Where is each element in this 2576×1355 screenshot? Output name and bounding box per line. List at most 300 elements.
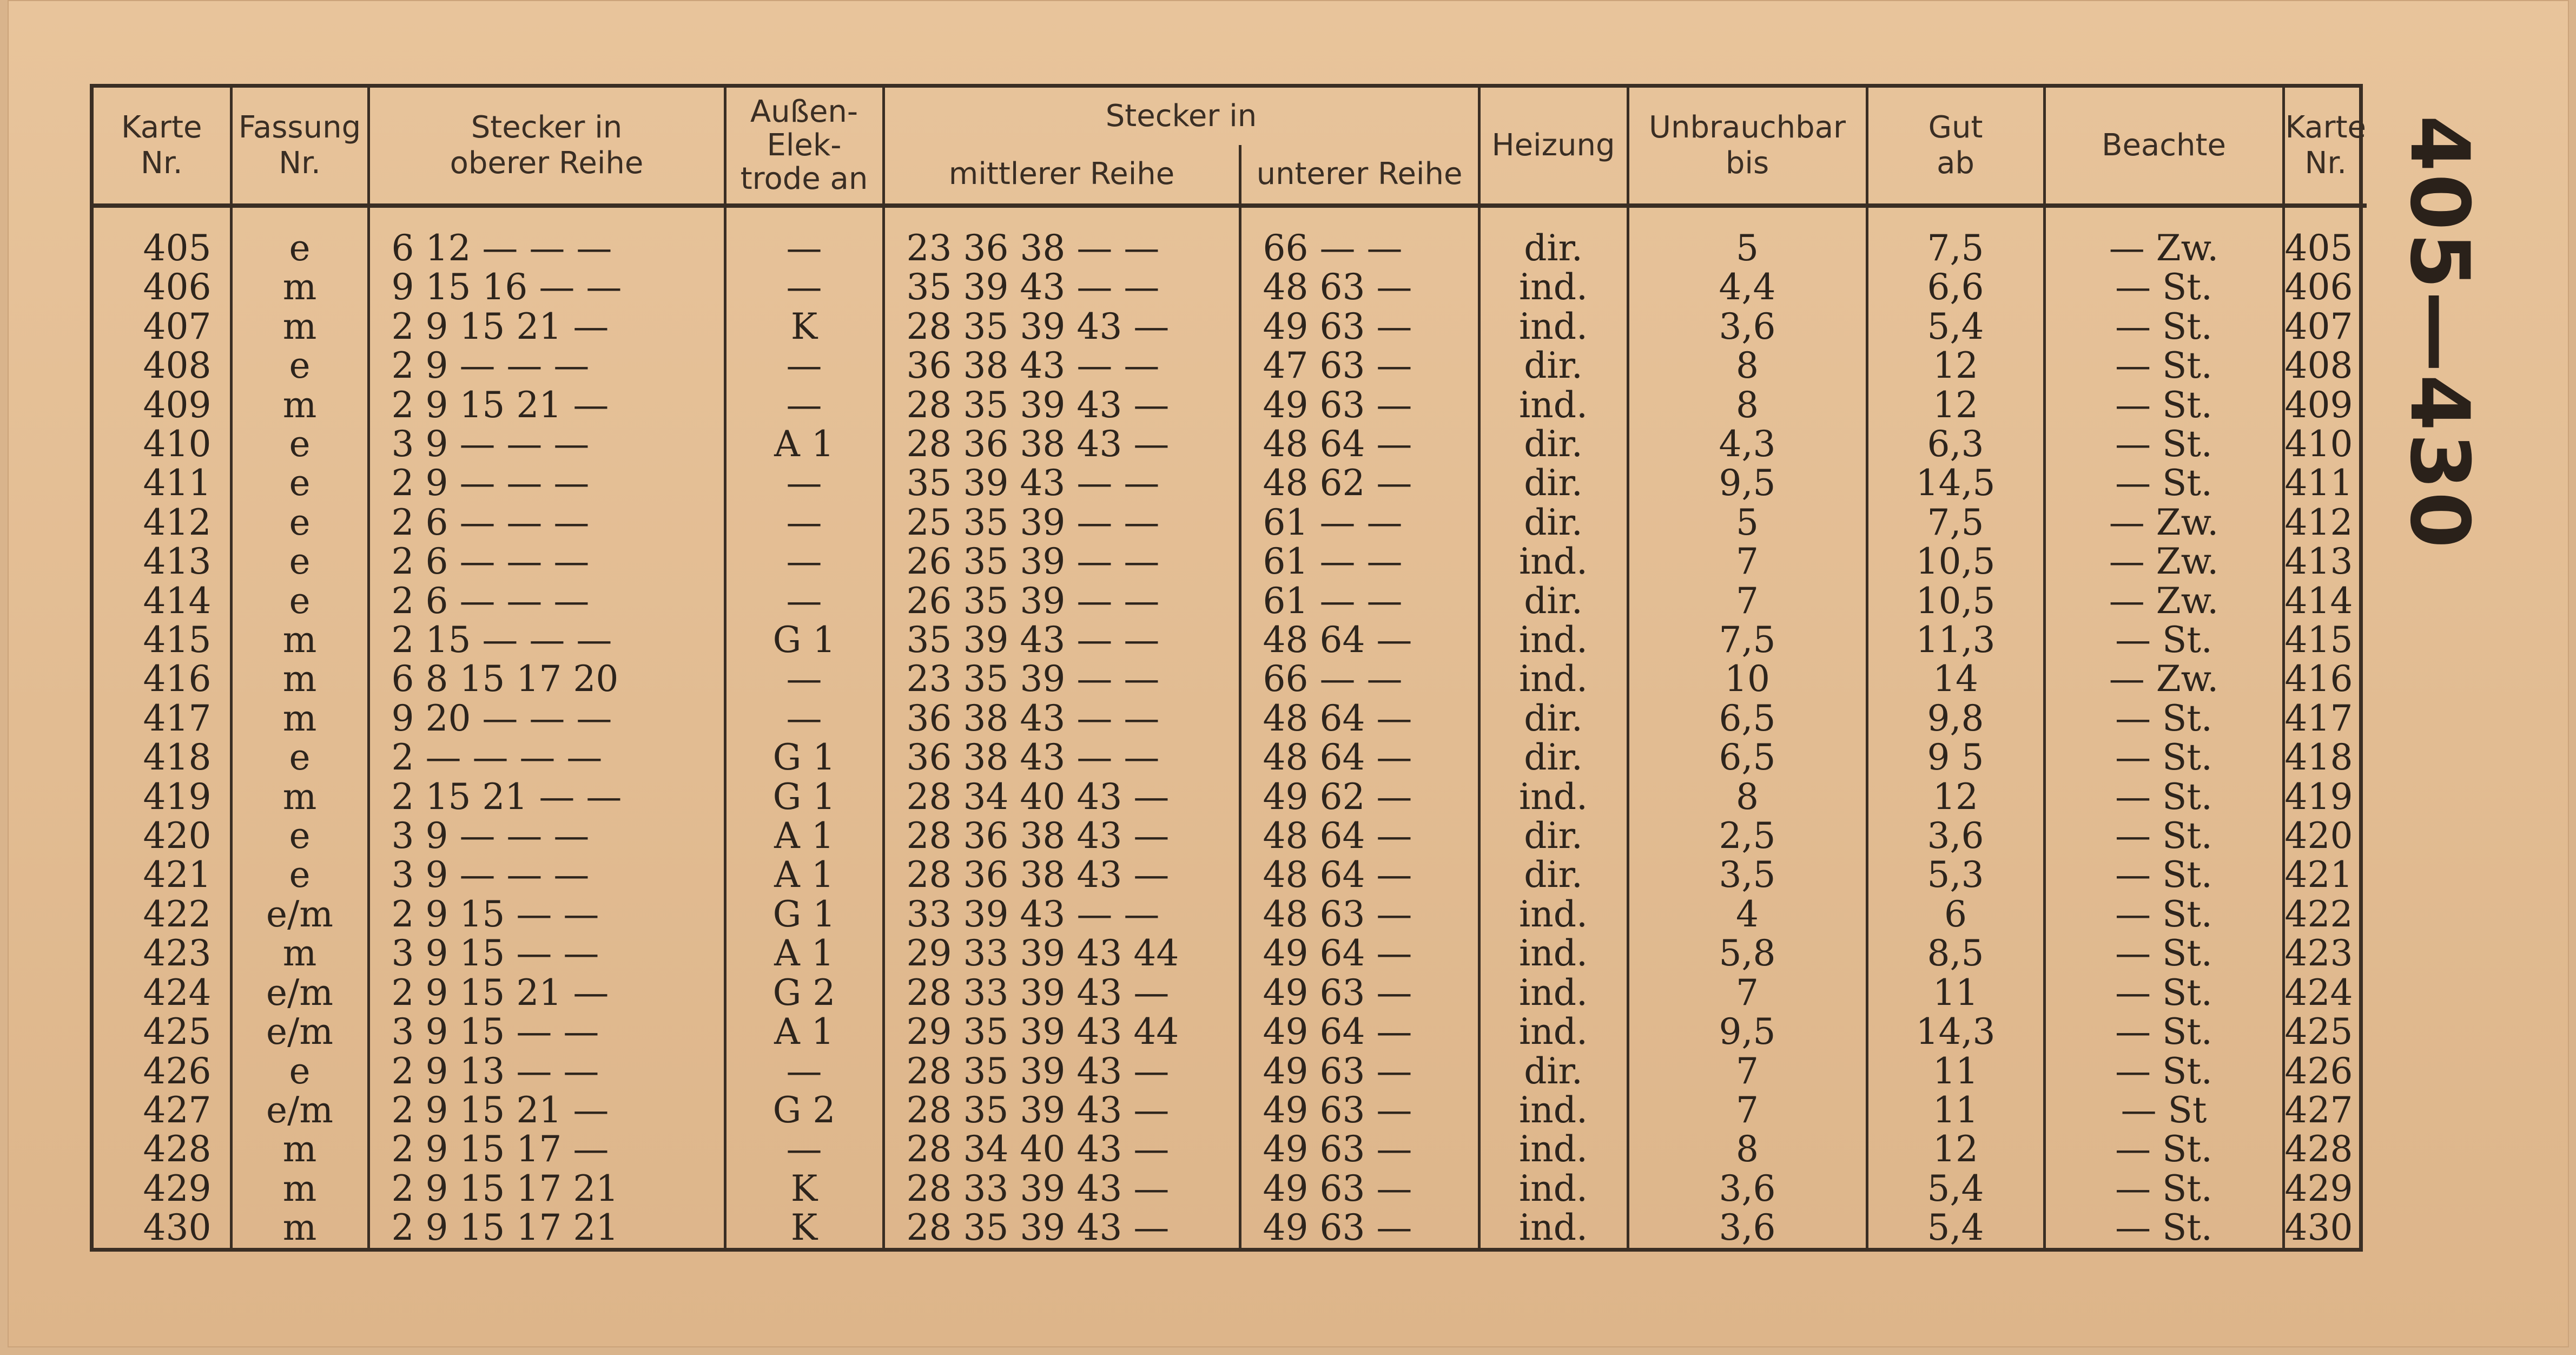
table-row bbox=[94, 895, 2367, 934]
cell-oben: 6 8 15 17 20 bbox=[368, 660, 725, 699]
cell-fassung: m bbox=[231, 934, 368, 973]
cell-oben: 2 9 15 17 — bbox=[368, 1130, 725, 1169]
cell-mitte: 35 39 43 — — bbox=[883, 621, 1240, 660]
cell-mitte: 29 35 39 43 44 bbox=[883, 1012, 1240, 1051]
cell-heizung: ind. bbox=[1479, 1130, 1628, 1169]
cell-oben: 2 9 13 — — bbox=[368, 1052, 725, 1091]
cell-aussen: — bbox=[725, 386, 883, 425]
cell-fassung: e bbox=[231, 464, 368, 503]
table-row bbox=[94, 1091, 2367, 1130]
cell-gut: 7,5 bbox=[1867, 503, 2044, 542]
cell-unten: 48 63 — bbox=[1240, 268, 1479, 307]
cell-heizung: dir. bbox=[1479, 425, 1628, 464]
cell-mitte: 26 35 39 — — bbox=[883, 582, 1240, 621]
cell-unten: 49 63 — bbox=[1240, 307, 1479, 346]
cell-oben: 2 9 15 17 21 bbox=[368, 1169, 725, 1208]
cell-mitte: 28 35 39 43 — bbox=[883, 386, 1240, 425]
cell-heizung: dir. bbox=[1479, 503, 1628, 542]
cell-aussen: A 1 bbox=[725, 1012, 883, 1051]
table-row bbox=[94, 464, 2367, 503]
cell-oben: 2 9 15 21 — bbox=[368, 1091, 725, 1130]
cell-karte: 423 bbox=[94, 934, 231, 973]
cell-heizung: ind. bbox=[1479, 974, 1628, 1012]
cell-heizung: ind. bbox=[1479, 778, 1628, 817]
cell-mitte: 29 33 39 43 44 bbox=[883, 934, 1240, 973]
cell-heizung: ind. bbox=[1479, 1208, 1628, 1248]
cell-karte2: 411 bbox=[2284, 462, 2353, 504]
cell-aussen: A 1 bbox=[725, 934, 883, 973]
cell-fassung: e/m bbox=[231, 1091, 368, 1130]
cell-karte2: 423 bbox=[2284, 932, 2353, 975]
cell-unbrauchbar: 5 bbox=[1628, 503, 1867, 542]
cell-fassung: e bbox=[231, 1052, 368, 1091]
cell-beachte: — St. bbox=[2044, 425, 2283, 464]
cell-unbrauchbar: 7,5 bbox=[1628, 621, 1867, 660]
cell-aussen: G 2 bbox=[725, 1091, 883, 1130]
cell-karte2: 421 bbox=[2284, 854, 2353, 896]
cell-unbrauchbar: 2,5 bbox=[1628, 817, 1867, 856]
cell-mitte: 36 38 43 — — bbox=[883, 346, 1240, 385]
cell-heizung: ind. bbox=[1479, 660, 1628, 699]
cell-unbrauchbar: 3,5 bbox=[1628, 856, 1867, 895]
cell-oben: 2 9 15 17 21 bbox=[368, 1208, 725, 1248]
table-row bbox=[94, 817, 2367, 856]
cell-unten: 48 64 — bbox=[1240, 738, 1479, 777]
cell-karte: 415 bbox=[94, 621, 231, 660]
cell-aussen: — bbox=[725, 346, 883, 385]
cell-beachte: — St. bbox=[2044, 895, 2283, 934]
cell-beachte: — St. bbox=[2044, 1012, 2283, 1051]
cell-karte: 417 bbox=[94, 699, 231, 738]
cell-mitte: 28 34 40 43 — bbox=[883, 778, 1240, 817]
cell-karte2: 424 bbox=[2284, 971, 2353, 1014]
header-aussen-elektrode: Außen- Elek- trode an bbox=[725, 88, 883, 206]
cell-beachte: — St. bbox=[2044, 346, 2283, 385]
cell-unbrauchbar: 8 bbox=[1628, 346, 1867, 385]
cell-oben: 9 15 16 — — bbox=[368, 268, 725, 307]
cell-aussen: — bbox=[725, 229, 883, 268]
cell-oben: 2 6 — — — bbox=[368, 503, 725, 542]
cell-oben: 6 12 — — — bbox=[368, 229, 725, 268]
cell-karte: 425 bbox=[94, 1012, 231, 1051]
cell-heizung: ind. bbox=[1479, 1091, 1628, 1130]
cell-unten: 49 64 — bbox=[1240, 934, 1479, 973]
cell-karte: 419 bbox=[94, 778, 231, 817]
cell-unten: 49 63 — bbox=[1240, 1130, 1479, 1169]
cell-heizung: ind. bbox=[1479, 542, 1628, 581]
cell-unbrauchbar: 8 bbox=[1628, 778, 1867, 817]
cell-karte: 420 bbox=[94, 817, 231, 856]
cell-gut: 12 bbox=[1867, 778, 2044, 817]
table-row bbox=[94, 778, 2367, 817]
cell-beachte: — St. bbox=[2044, 778, 2283, 817]
table-row bbox=[94, 856, 2367, 895]
cell-heizung: ind. bbox=[1479, 895, 1628, 934]
cell-gut: 9 5 bbox=[1867, 738, 2044, 777]
cell-fassung: e bbox=[231, 503, 368, 542]
cell-karte2: 412 bbox=[2284, 501, 2353, 543]
cell-oben: 2 9 15 21 — bbox=[368, 386, 725, 425]
cell-gut: 10,5 bbox=[1867, 582, 2044, 621]
header-untere-reihe: unterer Reihe bbox=[1240, 145, 1479, 206]
cell-aussen: — bbox=[725, 1052, 883, 1091]
header-mittlere-reihe: mittlerer Reihe bbox=[883, 145, 1240, 206]
cell-unbrauchbar: 4,4 bbox=[1628, 268, 1867, 307]
table-row bbox=[94, 934, 2367, 973]
cell-gut: 14,5 bbox=[1867, 464, 2044, 503]
cell-mitte: 33 39 43 — — bbox=[883, 895, 1240, 934]
cell-fassung: m bbox=[231, 307, 368, 346]
cell-unten: 61 — — bbox=[1240, 582, 1479, 621]
cell-beachte: — Zw. bbox=[2044, 542, 2283, 581]
cell-mitte: 36 38 43 — — bbox=[883, 738, 1240, 777]
cell-gut: 6 bbox=[1867, 895, 2044, 934]
cell-aussen: — bbox=[725, 503, 883, 542]
cell-karte2: 419 bbox=[2284, 775, 2353, 818]
cell-mitte: 26 35 39 — — bbox=[883, 542, 1240, 581]
side-range-label bbox=[2392, 115, 2486, 551]
cell-mitte: 28 35 39 43 — bbox=[883, 307, 1240, 346]
cell-aussen: G 1 bbox=[725, 778, 883, 817]
cell-aussen: K bbox=[725, 1169, 883, 1208]
cell-gut: 5,3 bbox=[1867, 856, 2044, 895]
cell-aussen: — bbox=[725, 1130, 883, 1169]
cell-gut: 5,4 bbox=[1867, 307, 2044, 346]
header-karte: Karte Nr. bbox=[94, 88, 231, 206]
cell-mitte: 25 35 39 — — bbox=[883, 503, 1240, 542]
cell-oben: 2 9 15 — — bbox=[368, 895, 725, 934]
table-row bbox=[94, 1130, 2367, 1169]
cell-oben: 3 9 — — — bbox=[368, 856, 725, 895]
cell-mitte: 35 39 43 — — bbox=[883, 268, 1240, 307]
cell-unbrauchbar: 5 bbox=[1628, 229, 1867, 268]
table-row bbox=[94, 307, 2367, 346]
cell-unbrauchbar: 7 bbox=[1628, 1091, 1867, 1130]
cell-oben: 2 9 15 21 — bbox=[368, 974, 725, 1012]
cell-beachte: — Zw. bbox=[2044, 229, 2283, 268]
cell-karte2: 418 bbox=[2284, 736, 2353, 779]
cell-unten: 47 63 — bbox=[1240, 346, 1479, 385]
cell-karte2: 428 bbox=[2284, 1128, 2353, 1170]
cell-unten: 49 63 — bbox=[1240, 386, 1479, 425]
cell-beachte: — St. bbox=[2044, 1130, 2283, 1169]
cell-karte2: 406 bbox=[2284, 266, 2353, 308]
cell-mitte: 35 39 43 — — bbox=[883, 464, 1240, 503]
table-row bbox=[94, 621, 2367, 660]
cell-aussen: A 1 bbox=[725, 856, 883, 895]
cell-unbrauchbar: 3,6 bbox=[1628, 1208, 1867, 1248]
cell-gut: 9,8 bbox=[1867, 699, 2044, 738]
cell-gut: 14,3 bbox=[1867, 1012, 2044, 1051]
tube-data-card bbox=[8, 0, 2569, 1347]
table-row bbox=[94, 503, 2367, 542]
table-body bbox=[94, 206, 2367, 1248]
cell-unten: 48 64 — bbox=[1240, 817, 1479, 856]
header-stecker-oben: Stecker in oberer Reihe bbox=[368, 88, 725, 206]
cell-unten: 49 63 — bbox=[1240, 1091, 1479, 1130]
cell-gut: 6,3 bbox=[1867, 425, 2044, 464]
cell-mitte: 28 35 39 43 — bbox=[883, 1052, 1240, 1091]
cell-unten: 49 64 — bbox=[1240, 1012, 1479, 1051]
cell-gut: 12 bbox=[1867, 1130, 2044, 1169]
cell-unten: 48 63 — bbox=[1240, 895, 1479, 934]
cell-karte: 418 bbox=[94, 738, 231, 777]
cell-gut: 7,5 bbox=[1867, 229, 2044, 268]
cell-heizung: dir. bbox=[1479, 346, 1628, 385]
cell-fassung: m bbox=[231, 778, 368, 817]
table-row bbox=[94, 346, 2367, 385]
cell-beachte: — St. bbox=[2044, 738, 2283, 777]
cell-beachte: — St. bbox=[2044, 856, 2283, 895]
cell-karte2: 416 bbox=[2284, 658, 2353, 700]
cell-karte2: 405 bbox=[2284, 227, 2353, 269]
cell-karte2: 420 bbox=[2284, 815, 2353, 857]
cell-karte: 413 bbox=[94, 542, 231, 581]
cell-unten: 61 — — bbox=[1240, 503, 1479, 542]
cell-beachte: — St bbox=[2044, 1091, 2283, 1130]
cell-unten: 66 — — bbox=[1240, 660, 1479, 699]
cell-karte2: 409 bbox=[2284, 384, 2353, 426]
table-row bbox=[94, 425, 2367, 464]
cell-oben: 2 — — — — bbox=[368, 738, 725, 777]
cell-gut: 14 bbox=[1867, 660, 2044, 699]
cell-aussen: K bbox=[725, 1208, 883, 1248]
cell-gut: 12 bbox=[1867, 386, 2044, 425]
cell-mitte: 28 36 38 43 — bbox=[883, 856, 1240, 895]
cell-gut: 10,5 bbox=[1867, 542, 2044, 581]
cell-gut: 5,4 bbox=[1867, 1169, 2044, 1208]
table-row bbox=[94, 974, 2367, 1012]
cell-unten: 66 — — bbox=[1240, 229, 1479, 268]
cell-heizung: ind. bbox=[1479, 621, 1628, 660]
cell-karte2: 422 bbox=[2284, 893, 2353, 935]
cell-fassung: e bbox=[231, 817, 368, 856]
cell-beachte: — St. bbox=[2044, 934, 2283, 973]
cell-aussen: G 1 bbox=[725, 738, 883, 777]
header-unbrauchbar: Unbrauchbar bis bbox=[1628, 88, 1867, 206]
cell-beachte: — St. bbox=[2044, 621, 2283, 660]
cell-mitte: 23 35 39 — — bbox=[883, 660, 1240, 699]
cell-oben: 9 20 — — — bbox=[368, 699, 725, 738]
table-row bbox=[94, 1208, 2367, 1248]
cell-unbrauchbar: 10 bbox=[1628, 660, 1867, 699]
cell-karte2: 414 bbox=[2284, 580, 2353, 622]
cell-karte: 422 bbox=[94, 895, 231, 934]
cell-aussen: G 1 bbox=[725, 621, 883, 660]
cell-karte: 405 bbox=[94, 229, 231, 268]
cell-unbrauchbar: 6,5 bbox=[1628, 699, 1867, 738]
cell-oben: 2 15 21 — — bbox=[368, 778, 725, 817]
cell-aussen: A 1 bbox=[725, 817, 883, 856]
header-fassung: Fassung Nr. bbox=[231, 88, 368, 206]
cell-oben: 3 9 15 — — bbox=[368, 1012, 725, 1051]
cell-fassung: m bbox=[231, 621, 368, 660]
cell-heizung: dir. bbox=[1479, 738, 1628, 777]
cell-fassung: e bbox=[231, 856, 368, 895]
cell-unbrauchbar: 8 bbox=[1628, 1130, 1867, 1169]
cell-beachte: — St. bbox=[2044, 1052, 2283, 1091]
cell-unten: 48 64 — bbox=[1240, 699, 1479, 738]
cell-mitte: 28 36 38 43 — bbox=[883, 817, 1240, 856]
cell-karte2: 429 bbox=[2284, 1167, 2353, 1209]
cell-karte2: 427 bbox=[2284, 1089, 2353, 1131]
cell-gut: 11 bbox=[1867, 1052, 2044, 1091]
cell-unten: 61 — — bbox=[1240, 542, 1479, 581]
cell-unbrauchbar: 7 bbox=[1628, 1052, 1867, 1091]
cell-unten: 48 62 — bbox=[1240, 464, 1479, 503]
cell-unbrauchbar: 6,5 bbox=[1628, 738, 1867, 777]
cell-gut: 6,6 bbox=[1867, 268, 2044, 307]
cell-karte: 412 bbox=[94, 503, 231, 542]
cell-gut: 11 bbox=[1867, 974, 2044, 1012]
cell-fassung: e bbox=[231, 582, 368, 621]
cell-mitte: 28 34 40 43 — bbox=[883, 1130, 1240, 1169]
cell-oben: 2 9 15 21 — bbox=[368, 307, 725, 346]
cell-karte: 410 bbox=[94, 425, 231, 464]
cell-gut: 8,5 bbox=[1867, 934, 2044, 973]
cell-oben: 2 9 — — — bbox=[368, 346, 725, 385]
cell-fassung: e/m bbox=[231, 895, 368, 934]
cell-karte: 430 bbox=[94, 1208, 231, 1248]
cell-unbrauchbar: 3,6 bbox=[1628, 1169, 1867, 1208]
cell-unbrauchbar: 8 bbox=[1628, 386, 1867, 425]
cell-fassung: e bbox=[231, 229, 368, 268]
cell-karte: 421 bbox=[94, 856, 231, 895]
cell-karte: 406 bbox=[94, 268, 231, 307]
cell-fassung: m bbox=[231, 699, 368, 738]
cell-karte: 424 bbox=[94, 974, 231, 1012]
cell-oben: 3 9 — — — bbox=[368, 817, 725, 856]
cell-heizung: dir. bbox=[1479, 856, 1628, 895]
table-row bbox=[94, 542, 2367, 581]
cell-beachte: — St. bbox=[2044, 386, 2283, 425]
table-row bbox=[94, 699, 2367, 738]
cell-mitte: 28 33 39 43 — bbox=[883, 1169, 1240, 1208]
cell-beachte: — St. bbox=[2044, 268, 2283, 307]
cell-heizung: dir. bbox=[1479, 817, 1628, 856]
cell-heizung: ind. bbox=[1479, 386, 1628, 425]
side-range-text: 405—430 bbox=[2392, 115, 2486, 551]
header-karte-right: Karte Nr. bbox=[2283, 88, 2367, 206]
cell-oben: 2 15 — — — bbox=[368, 621, 725, 660]
cell-beachte: — Zw. bbox=[2044, 582, 2283, 621]
cell-fassung: e/m bbox=[231, 1012, 368, 1051]
cell-karte: 429 bbox=[94, 1169, 231, 1208]
cell-aussen: — bbox=[725, 660, 883, 699]
table-row bbox=[94, 229, 2367, 268]
cell-unten: 48 64 — bbox=[1240, 856, 1479, 895]
cell-heizung: dir. bbox=[1479, 229, 1628, 268]
cell-beachte: — St. bbox=[2044, 1208, 2283, 1248]
cell-unbrauchbar: 7 bbox=[1628, 974, 1867, 1012]
cell-mitte: 28 33 39 43 — bbox=[883, 974, 1240, 1012]
cell-gut: 11,3 bbox=[1867, 621, 2044, 660]
cell-beachte: — St. bbox=[2044, 1169, 2283, 1208]
cell-oben: 2 6 — — — bbox=[368, 542, 725, 581]
cell-aussen: — bbox=[725, 464, 883, 503]
cell-beachte: — St. bbox=[2044, 464, 2283, 503]
cell-fassung: e bbox=[231, 346, 368, 385]
cell-heizung: ind. bbox=[1479, 1169, 1628, 1208]
cell-unten: 48 64 — bbox=[1240, 621, 1479, 660]
cell-fassung: m bbox=[231, 268, 368, 307]
cell-unten: 49 62 — bbox=[1240, 778, 1479, 817]
header-gut: Gut ab bbox=[1867, 88, 2044, 206]
cell-gut: 12 bbox=[1867, 346, 2044, 385]
cell-karte: 427 bbox=[94, 1091, 231, 1130]
cell-unbrauchbar: 9,5 bbox=[1628, 1012, 1867, 1051]
cell-fassung: m bbox=[231, 1169, 368, 1208]
cell-aussen: K bbox=[725, 307, 883, 346]
cell-beachte: — St. bbox=[2044, 307, 2283, 346]
cell-karte: 408 bbox=[94, 346, 231, 385]
cell-karte: 428 bbox=[94, 1130, 231, 1169]
cell-karte: 409 bbox=[94, 386, 231, 425]
table-row bbox=[94, 738, 2367, 777]
cell-gut: 3,6 bbox=[1867, 817, 2044, 856]
cell-aussen: G 1 bbox=[725, 895, 883, 934]
cell-fassung: m bbox=[231, 1130, 368, 1169]
cell-unten: 48 64 — bbox=[1240, 425, 1479, 464]
cell-aussen: — bbox=[725, 582, 883, 621]
cell-unten: 49 63 — bbox=[1240, 1169, 1479, 1208]
header-stecker-in: Stecker in bbox=[883, 88, 1479, 145]
cell-unbrauchbar: 3,6 bbox=[1628, 307, 1867, 346]
cell-karte: 426 bbox=[94, 1052, 231, 1091]
cell-aussen: A 1 bbox=[725, 425, 883, 464]
table-row bbox=[94, 660, 2367, 699]
cell-karte2: 415 bbox=[2284, 619, 2353, 661]
cell-karte2: 410 bbox=[2284, 423, 2353, 465]
table-row bbox=[94, 582, 2367, 621]
cell-mitte: 28 35 39 43 — bbox=[883, 1091, 1240, 1130]
cell-unten: 49 63 — bbox=[1240, 974, 1479, 1012]
cell-heizung: ind. bbox=[1479, 1012, 1628, 1051]
cell-aussen: — bbox=[725, 699, 883, 738]
cell-heizung: dir. bbox=[1479, 699, 1628, 738]
cell-karte: 416 bbox=[94, 660, 231, 699]
cell-karte: 411 bbox=[94, 464, 231, 503]
cell-karte2: 408 bbox=[2284, 345, 2353, 387]
cell-gut: 5,4 bbox=[1867, 1208, 2044, 1248]
table-row bbox=[94, 1169, 2367, 1208]
cell-karte2: 430 bbox=[2284, 1207, 2353, 1249]
cell-unbrauchbar: 7 bbox=[1628, 582, 1867, 621]
cell-unbrauchbar: 4 bbox=[1628, 895, 1867, 934]
cell-gut: 11 bbox=[1867, 1091, 2044, 1130]
cell-mitte: 36 38 43 — — bbox=[883, 699, 1240, 738]
cell-unten: 49 63 — bbox=[1240, 1208, 1479, 1248]
cell-unbrauchbar: 7 bbox=[1628, 542, 1867, 581]
table-row bbox=[94, 268, 2367, 307]
cell-aussen: — bbox=[725, 542, 883, 581]
cell-mitte: 28 35 39 43 — bbox=[883, 1208, 1240, 1248]
cell-aussen: G 2 bbox=[725, 974, 883, 1012]
cell-oben: 2 6 — — — bbox=[368, 582, 725, 621]
cell-karte2: 417 bbox=[2284, 697, 2353, 739]
table-row bbox=[94, 1052, 2367, 1091]
cell-mitte: 23 36 38 — — bbox=[883, 229, 1240, 268]
cell-fassung: e/m bbox=[231, 974, 368, 1012]
tube-table bbox=[90, 84, 2367, 1252]
header-heizung: Heizung bbox=[1479, 88, 1628, 206]
cell-heizung: ind. bbox=[1479, 934, 1628, 973]
header-beachte: Beachte bbox=[2044, 88, 2283, 206]
cell-oben: 3 9 15 — — bbox=[368, 934, 725, 973]
cell-beachte: — Zw. bbox=[2044, 503, 2283, 542]
cell-beachte: — Zw. bbox=[2044, 660, 2283, 699]
cell-fassung: m bbox=[231, 1208, 368, 1248]
